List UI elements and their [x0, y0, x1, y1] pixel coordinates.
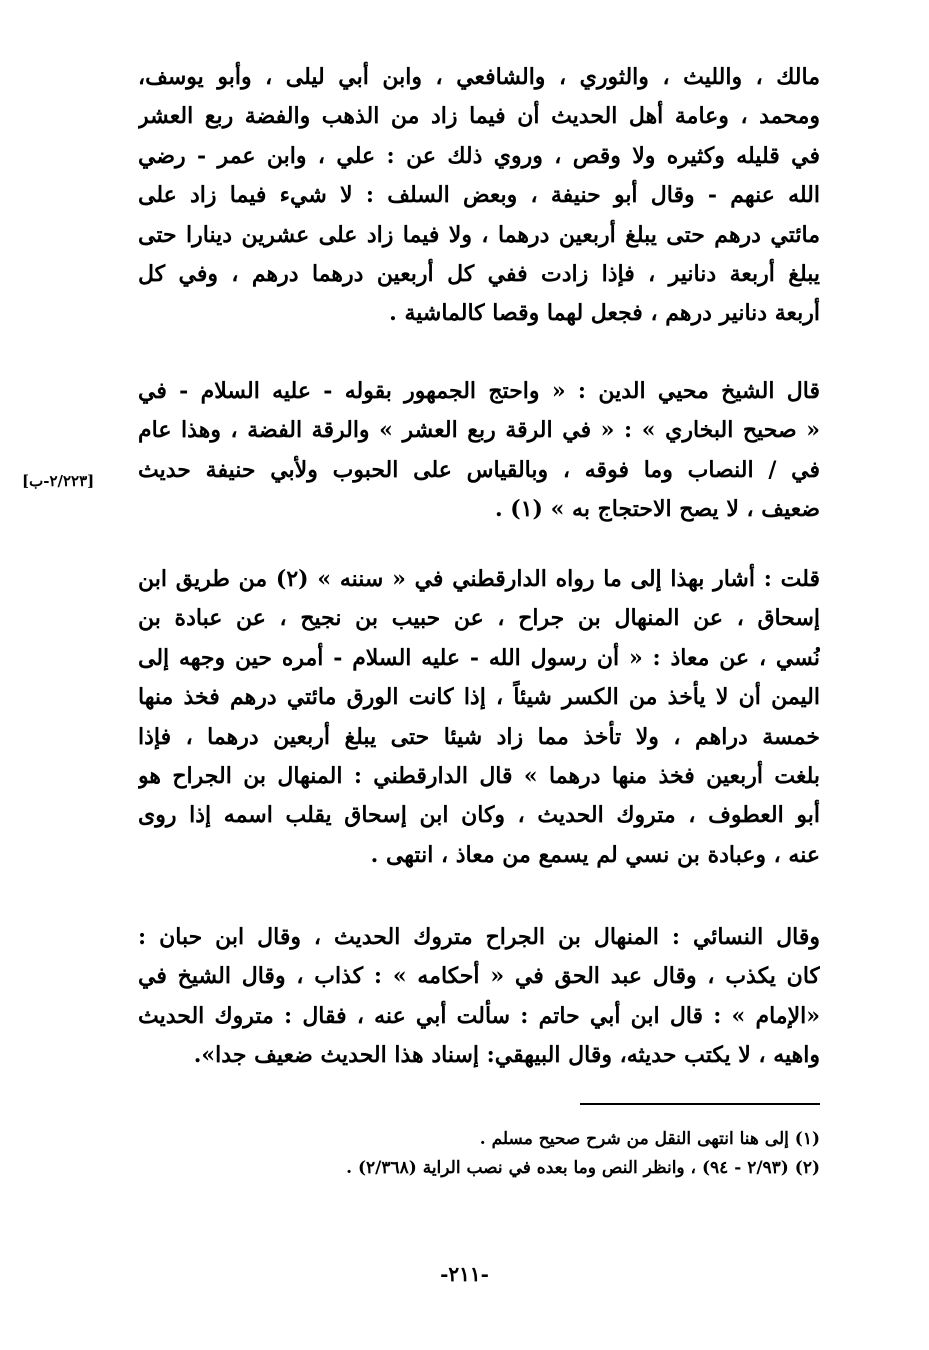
text-line: ومحمد ، وعامة أهل الحديث أن فيما زاد من الذهب والفضة ربع العشر	[138, 103, 820, 130]
text-line: واهيه ، لا يكتب حديثه، وقال البيهقي: إسناد هذا الحديث ضعيف جدا».	[193, 1042, 820, 1069]
text-line: الله عنهم - وقال أبو حنيفة ، وبعض السلف : لا شيء فيما زاد على	[138, 182, 820, 209]
paragraph-1	[138, 58, 820, 334]
text-line: مائتي درهم حتى يبلغ أربعين درهما ، ولا فيما زاد على عشرين دينارا حتى	[138, 221, 820, 248]
text-line: قال الشيخ محيي الدين : « واحتج الجمهور بقوله - عليه السلام - في	[138, 378, 820, 404]
text-line: ضعيف ، لا يصح الاحتجاج به » (١) .	[494, 496, 820, 523]
margin-folio-note: [٢/٢٢٣-ب]	[22, 472, 95, 490]
footnote-divider	[580, 1103, 820, 1105]
text-line: عنه ، وعبادة بن نسي لم يسمع من معاذ ، انتهى .	[370, 841, 820, 868]
footnote: (١) إلى هنا انتهى النقل من شرح صحيح مسلم .	[479, 1129, 820, 1149]
text-line: قلت : أشار بهذا إلى ما رواه الدارقطني في « سننه » (٢) من طريق ابن	[138, 566, 820, 592]
text-line: في قليله وكثيره ولا وقص ، وروي ذلك عن : علي ، وابن عمر - رضي	[138, 142, 820, 169]
text-line: إسحاق ، عن المنهال بن جراح ، عن حبيب بن نجيح ، عن عبادة بن	[138, 605, 820, 632]
text-line: كان يكذب ، وقال عبد الحق في « أحكامه » : كذاب ، وقال الشيخ في	[138, 963, 820, 990]
text-line: في / النصاب وما فوقه ، وبالقياس على الحبوب ولأبي حنيفة حديث	[138, 456, 820, 483]
page-number: -٢١١-	[440, 1262, 489, 1286]
paragraph-3	[138, 560, 820, 875]
text-line: بلغت أربعين فخذ منها درهما » قال الدارقطني : المنهال بن الجراح هو	[138, 763, 820, 790]
text-line: وقال النسائي : المنهال بن الجراح متروك الحديث ، وقال ابن حبان :	[138, 924, 820, 950]
text-line: خمسة دراهم ، ولا تأخذ مما زاد شيئا حتى يبلغ أربعين درهما ، فإذا	[138, 723, 820, 750]
text-line: أربعة دنانير درهم ، فجعل لهما وقصا كالماشية .	[389, 300, 820, 327]
footnotes	[160, 1125, 820, 1183]
footnote: (٢) (٢/٩٣ - ٩٤) ، وانظر النص وما بعده في نصب الراية (٢/٣٦٨) .	[346, 1158, 820, 1178]
text-line: نُسي ، عن معاذ : « أن رسول الله - عليه السلام - أمره حين وجهه إلى	[138, 644, 820, 671]
paragraph-4	[138, 918, 820, 1076]
text-line: «الإمام » : قال ابن أبي حاتم : سألت أبي عنه ، فقال : متروك الحديث	[138, 1002, 820, 1029]
text-line: اليمن أن لا يأخذ من الكسر شيئاً ، إذا كانت الورق مائتي درهم فخذ منها	[138, 684, 820, 711]
text-line: « صحيح البخاري » : « في الرقة ربع العشر » والرقة الفضة ، وهذا عام	[138, 417, 820, 444]
text-line: يبلغ أربعة دنانير ، فإذا زادت ففي كل أربعين درهما درهم ، وفي كل	[138, 261, 820, 288]
text-line: أبو العطوف ، متروك الحديث ، وكان ابن إسحاق يقلب اسمه إذا روى	[138, 802, 820, 829]
text-line: مالك ، والليث ، والثوري ، والشافعي ، وابن أبي ليلى ، وأبو يوسف،	[138, 64, 820, 90]
paragraph-2	[138, 372, 820, 530]
